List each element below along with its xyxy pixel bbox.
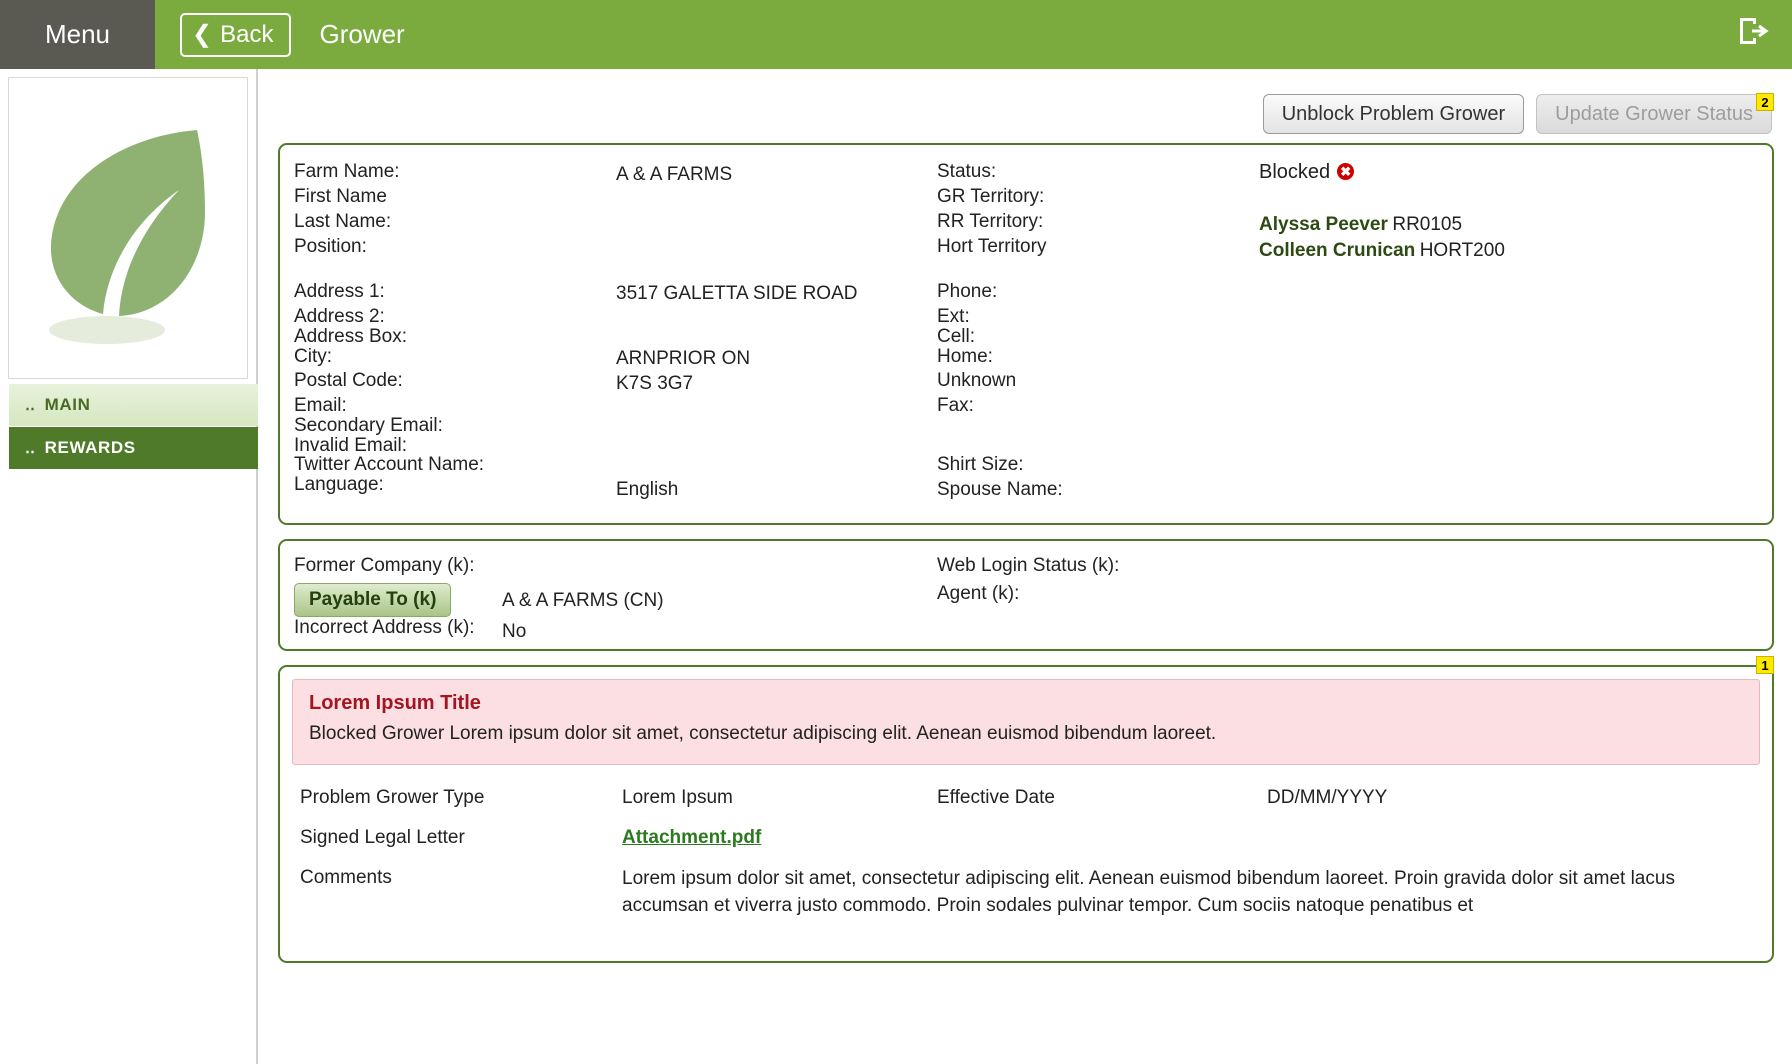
home-value: Unknown [937, 370, 1017, 391]
problem-grower-panel [278, 658, 1774, 963]
action-row [278, 91, 1774, 137]
problem-alert-box [292, 679, 1760, 765]
sidebar-item-main-label: MAIN [44, 395, 91, 414]
logout-icon[interactable] [1736, 14, 1770, 48]
position-label: Position: [294, 236, 367, 257]
problem-type-label: Problem Grower Type [300, 787, 485, 808]
effective-date-value: DD/MM/YYYY [1267, 787, 1388, 808]
comments-value: Lorem ipsum dolor sit amet, consectetur adipiscing elit. Aenean euismod bibendum laoreet. Proin gravida dolor sit amet lacus accumsan et viverra justo commodo. Proin sodales pulvinar tempor. Cum sociis natoque penatibus et [622, 868, 1675, 916]
ext-label: Ext: [937, 306, 970, 327]
twitter-label: Twitter Account Name: [294, 454, 485, 475]
sidebar-item-main[interactable] [9, 384, 258, 426]
leaf-logo [29, 118, 229, 348]
invalid-email-label: Invalid Email: [294, 435, 407, 456]
language-value: English [616, 479, 679, 500]
territory-rep-code: RR0105 [1392, 214, 1463, 235]
sidebar-item-rewards-label: REWARDS [44, 438, 136, 457]
grower-info-panel [278, 143, 1774, 525]
territory-rep-name: Colleen Crunican [1259, 240, 1416, 261]
chevron-left-icon: ❮ [192, 20, 213, 48]
cell-label: Cell: [937, 326, 976, 347]
shirt-size-label: Shirt Size: [937, 454, 1024, 475]
city-label: City: [294, 346, 332, 367]
sidebar-item-rewards[interactable] [9, 427, 258, 469]
alert-text: Blocked Grower Lorem ipsum dolor sit amet, consectetur adipiscing elit. Aenean euismod bibendum laoreet. [309, 723, 1217, 744]
territory-row-hort [1259, 240, 1505, 262]
address-box-label: Address Box: [294, 326, 407, 347]
address1-value: 3517 GALETTA SIDE ROAD [616, 283, 858, 304]
signed-legal-letter-label: Signed Legal Letter [300, 827, 465, 848]
home-label: Home: [937, 346, 993, 367]
problem-type-value: Lorem Ipsum [622, 787, 733, 808]
hort-territory-label: Hort Territory [937, 236, 1047, 257]
web-login-status-label: Web Login Status (k): [937, 555, 1120, 576]
menu-button[interactable]: Menu [0, 0, 155, 69]
status-badge [1259, 161, 1354, 184]
page-title: Grower [319, 19, 405, 49]
alert-title: Lorem Ipsum Title [309, 692, 481, 714]
status-value: Blocked [1259, 161, 1331, 183]
email-label: Email: [294, 395, 347, 416]
back-button[interactable] [180, 13, 291, 57]
sidebar [0, 69, 258, 1064]
payable-to-button[interactable] [294, 583, 451, 617]
territory-rep-code: HORT200 [1419, 240, 1505, 261]
postal-code-label: Postal Code: [294, 370, 403, 391]
rr-territory-label: RR Territory: [937, 211, 1044, 232]
postal-code-value: K7S 3G7 [616, 373, 694, 394]
logo-container [8, 77, 248, 379]
territory-rep-name: Alyssa Peever [1259, 214, 1388, 235]
problem-grower-badge: 1 [1756, 656, 1774, 674]
address2-label: Address 2: [294, 306, 385, 327]
comments-label: Comments [300, 867, 392, 888]
payable-to-value: A & A FARMS (CN) [502, 590, 664, 611]
dots-icon: ‥ [25, 397, 36, 414]
attachment-link-label: Attachment.pdf [622, 827, 762, 848]
incorrect-address-label: Incorrect Address (k): [294, 617, 475, 638]
main-content [260, 69, 1792, 1064]
phone-label: Phone: [937, 281, 998, 302]
incorrect-address-value: No [502, 621, 527, 642]
territory-row-rr [1259, 214, 1462, 236]
fax-label: Fax: [937, 395, 974, 416]
farm-name-value: A & A FARMS [616, 164, 733, 185]
language-label: Language: [294, 474, 384, 495]
former-company-label: Former Company (k): [294, 555, 475, 576]
attachment-link[interactable] [622, 827, 761, 849]
spouse-name-label: Spouse Name: [937, 479, 1063, 500]
agent-label: Agent (k): [937, 583, 1020, 604]
k-fields-panel [278, 539, 1774, 651]
last-name-label: Last Name: [294, 211, 392, 232]
effective-date-label: Effective Date [937, 787, 1055, 808]
dots-icon: ‥ [25, 440, 36, 457]
update-grower-status-button: Update Grower Status [1536, 94, 1772, 134]
secondary-email-label: Secondary Email: [294, 415, 443, 436]
farm-name-label: Farm Name: [294, 161, 400, 182]
first-name-label: First Name [294, 186, 387, 207]
city-value: ARNPRIOR ON [616, 348, 751, 369]
gr-territory-label: GR Territory: [937, 186, 1045, 207]
address1-label: Address 1: [294, 281, 385, 302]
back-button-label: Back [220, 20, 274, 48]
status-label: Status: [937, 161, 997, 182]
app-header [0, 0, 1792, 69]
error-circle-icon: ✖ [1337, 163, 1354, 180]
unblock-problem-grower-button[interactable]: Unblock Problem Grower [1263, 94, 1524, 134]
payable-to-button-label: Payable To (k) [294, 583, 451, 617]
update-status-badge: 2 [1756, 93, 1774, 111]
